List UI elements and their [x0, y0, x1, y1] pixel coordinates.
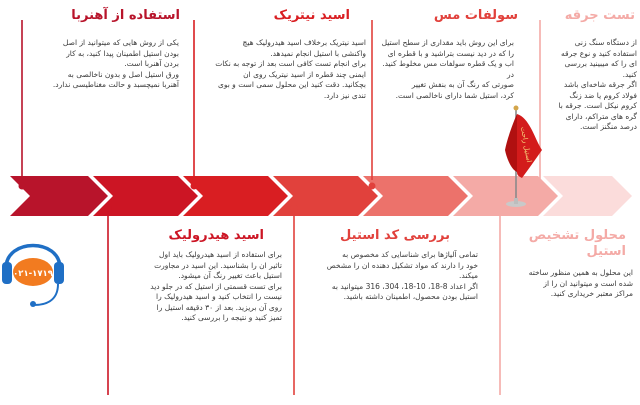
step-title-hydrochloric-acid: اسید هیدرولیک [168, 228, 264, 243]
step-title-nitric-acid: اسید نیتریک [273, 8, 350, 23]
step-title-steel-code: بررسی کد استیل [340, 228, 450, 243]
chevron-1 [10, 176, 108, 216]
step-title-spark-test: تست جرقه [564, 8, 635, 23]
step-body-detection-solution: این محلول به همین منظور ساخته شده است و میتوانید ان را از مراکز معتبر خریداری کنید. [528, 268, 633, 298]
step-title-magnet: استفاده از آهنربا [71, 8, 180, 23]
chevron-4 [273, 176, 378, 216]
step-title-copper-sulfate: سولفات مس [433, 8, 518, 23]
connector-dot-5 [105, 205, 112, 212]
chevron-5 [363, 176, 468, 216]
step-body-steel-code: تمامی آلیاژها برای شناسایی کد مخصوص به خود را دارند که مواد تشکیل دهنده ان را مشخص میکند. اگر اعداد 8-18، 10-18، 304، 316 میتوانید به استیل بودن محصول، اطمینان داشته باشید. [326, 250, 478, 301]
connector-dot-1 [19, 183, 26, 190]
support-headset-icon [2, 246, 64, 308]
connector-dot-7 [497, 205, 504, 212]
step-body-nitric-acid: اسید نیتریک برخلاف اسید هیدرولیک هیچ واکنشی با استیل انجام نمیدهد. برای انجام تست کافی است بعد از توجه به نکات ایمنی چند قطره از اسید نیتریک روی ان بچکانید. دقت کنید این محلول سمی است و بوی تندی نیز دارد. [215, 38, 366, 100]
connector-dot-4 [537, 183, 544, 190]
chevron-3 [183, 176, 288, 216]
step-title-detection-solution: محلول تشخیص استیل [528, 228, 626, 259]
flag-text: استیل راحت [518, 126, 534, 164]
connector-dot-3 [369, 183, 376, 190]
step-body-spark-test: از دستگاه سنگ زنی استفاده کنید و نوع جرقه ای را که میبینید بررسی کنید. اگر جرقه شاخه‌ای باشد فولاد کروم یا ضد زنگ کروم نیکل است. جرقه با گره های متراکم، دارای درصد منگنز است. [558, 38, 637, 131]
connector-dot-6 [291, 205, 298, 212]
connector-dot-2 [191, 183, 198, 190]
step-body-hydrochloric-acid: برای استفاده از اسید هیدرولیک باید اول تاثیر ان را بشناسید. این اسید در مجاورت استیل باعث تغییر رنگ آن میشود. برای تست قسمتی از استیل که در جلو دید نیست را انتخاب کنید و اسید هیدرولیک را روی آن بریزید. بعد از ۳۰ دقیقه استیل را تمیز کنید و نتیجه را بررسی کنید. [150, 250, 282, 322]
phone-number: ۰۲۱-۱۷۱۹ [13, 269, 53, 279]
chevron-6 [453, 176, 558, 216]
step-body-copper-sulfate: برای این روش باید مقداری از سطح استیل را که در دید نیست بتراشید و با قطره ای اب و یک قطره سولفات مس مخلوط کنید. در صورتی که رنگ آن به بنفش تغییر کرد، استیل شما دارای ناخالصی است. [381, 38, 514, 100]
step-body-magnet: یکی از روش هایی که میتوانید از اصل بودن استیل اطمینان پیدا کنید، به کار بردن آهنربا است. ورق استیل اصل و بدون ناخالصی به آهنربا نمیچسبد و حالت مغناطیسی ندارد. [52, 38, 179, 89]
